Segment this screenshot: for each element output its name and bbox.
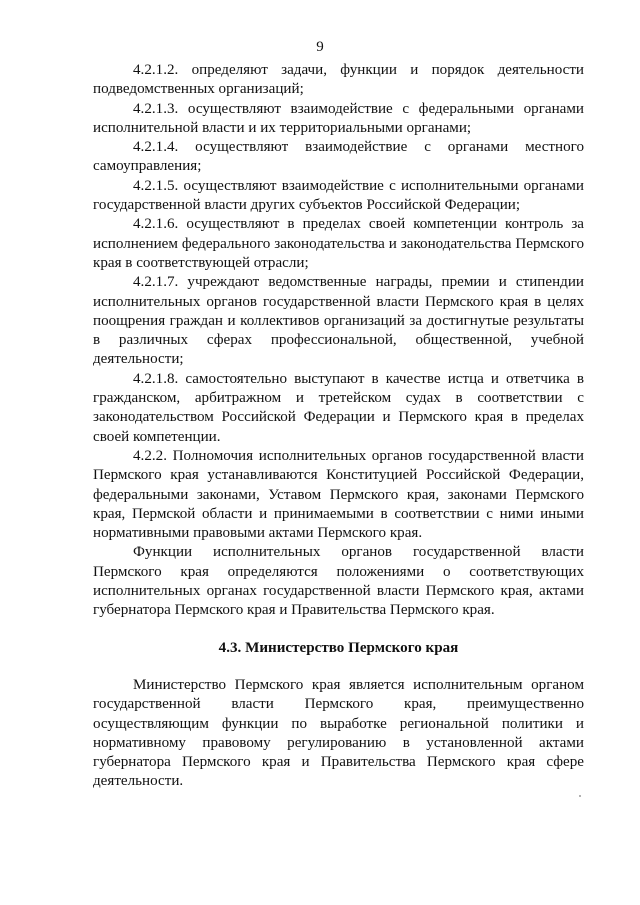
paragraph-4-2-1-6: 4.2.1.6. осуществляют в пределах своей компетенции контроль за исполнением федерального законодательства и законодательства Пермского края в соответствующей отрасли; bbox=[93, 216, 584, 271]
scan-speck bbox=[579, 795, 581, 797]
paragraph-4-2-1-8: 4.2.1.8. самостоятельно выступают в качестве истца и ответчика в гражданском, арбитражном и третейском судах в соответствии с законодательством Российской Федерации и Пермского края в пределах своей компетенции. bbox=[93, 370, 584, 445]
page-number: 9 bbox=[316, 39, 324, 55]
section-heading: 4.3. Министерство Пермского края bbox=[218, 639, 459, 656]
document-body bbox=[93, 61, 584, 792]
paragraph-4-2-1-2: 4.2.1.2. определяют задачи, функции и порядок деятельности подведомственных организаций; bbox=[93, 62, 584, 98]
paragraph-4-2-1-3: 4.2.1.3. осуществляют взаимодействие с федеральными органами исполнительной власти и их территориальными органами; bbox=[93, 100, 584, 136]
paragraph-functions: Функции исполнительных органов государственной власти Пермского края определяются положениями о соответствующих исполнительных органах государственной власти Пермского края, актами губернатора Пермского края и Правительства Пермского края. bbox=[93, 544, 584, 619]
paragraph-4-2-1-5: 4.2.1.5. осуществляют взаимодействие с исполнительными органами государственной власти других субъектов Российской Федерации; bbox=[93, 177, 584, 214]
paragraph-4-2-1-4: 4.2.1.4. осуществляют взаимодействие с органами местного самоуправления; bbox=[93, 139, 584, 175]
paragraph-4-2-1-7: 4.2.1.7. учреждают ведомственные награды, премии и стипендии исполнительных органов государственной власти Пермского края в целях поощрения граждан и коллективов организаций за достигнутые результаты в различных сферах профессиональной, общественной, учебной деятельности; bbox=[93, 274, 584, 368]
paragraph-4-2-2: 4.2.2. Полномочия исполнительных органов государственной власти Пермского края устанавливаются Конституцией Российской Федерации, федеральными законами, Уставом Пермского края, законами Пермского края, Пермской области и принимаемыми в соответствии с ними иными нормативными правовыми актами Пермского края. bbox=[93, 447, 584, 542]
paragraph-ministry: Министерство Пермского края является исполнительным органом государственной власти Пермского края, преимущественно осуществляющим функции по выработке региональной политики и нормативному правовому регулированию в установленной актами губернатора Пермского края и Правительства Пермского края сфере деятельности. bbox=[93, 676, 584, 790]
